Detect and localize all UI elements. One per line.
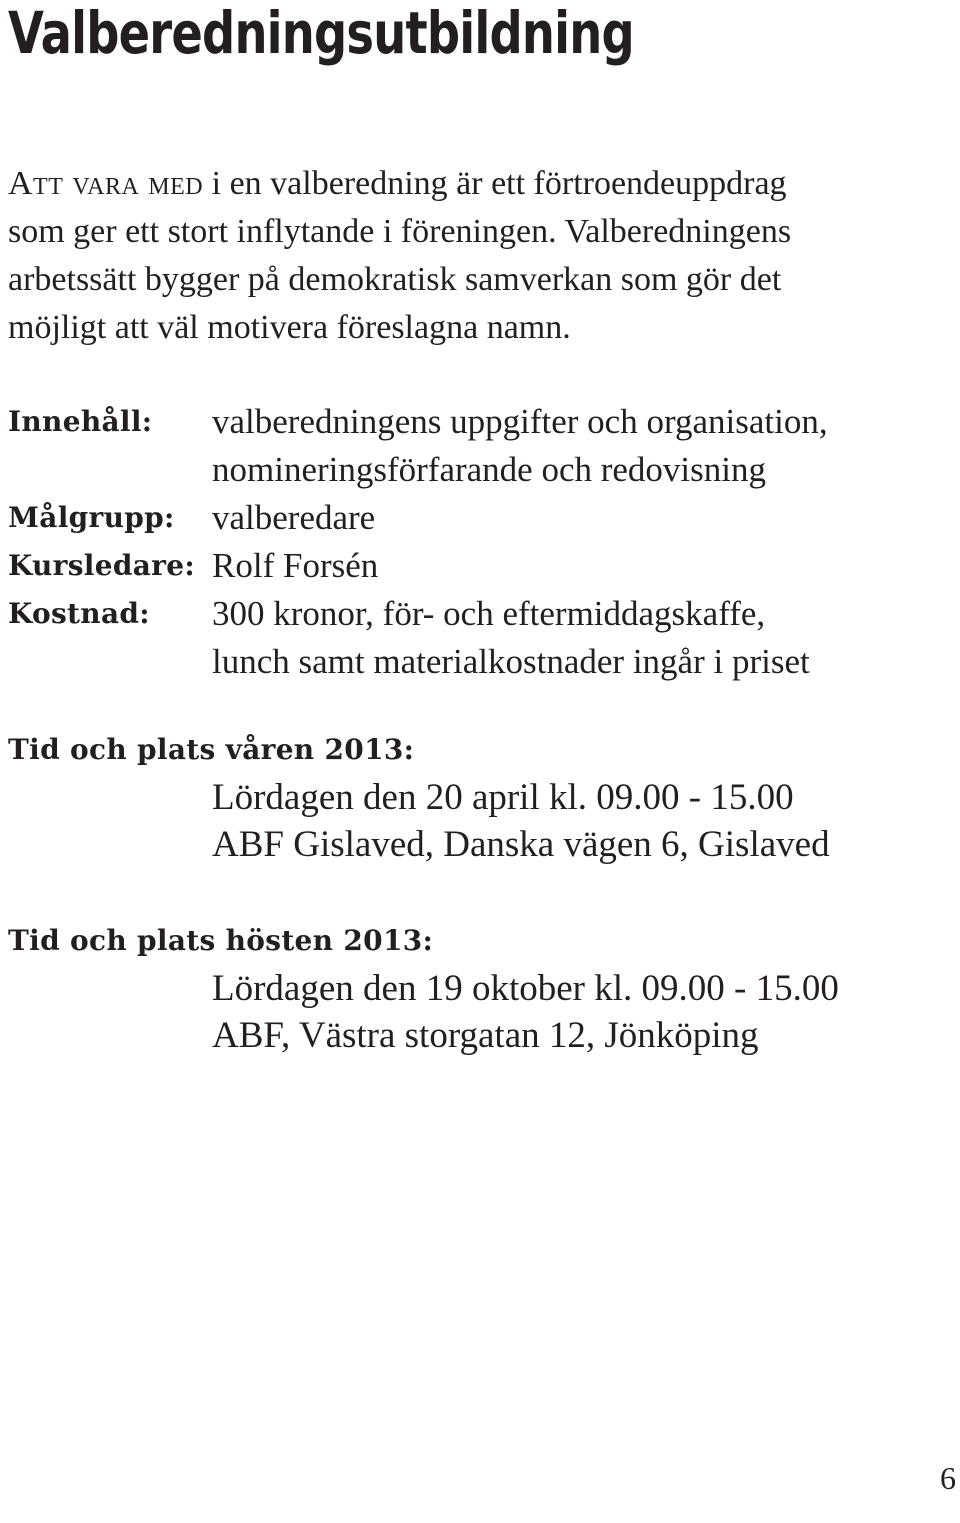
intro-paragraph <box>8 160 953 352</box>
spring-session-details <box>212 774 830 868</box>
audience-label: Målgrupp: <box>8 501 175 534</box>
cost-value <box>212 590 810 686</box>
spring-session-heading: Tid och plats våren 2013: <box>8 733 415 766</box>
content-value <box>212 398 828 494</box>
autumn-session-details <box>212 965 839 1059</box>
spring-session-date: Lördagen den 20 april kl. 09.00 - 15.00 <box>212 777 794 818</box>
autumn-session-place: ABF, Västra storgatan 12, Jönköping <box>212 1015 759 1056</box>
autumn-session-heading: Tid och plats hösten 2013: <box>8 924 434 957</box>
audience-value <box>212 494 375 542</box>
intro-lead: Att vara med <box>8 165 204 202</box>
leader-label: Kursledare: <box>8 549 195 582</box>
audience-value-line: valberedare <box>212 498 376 537</box>
intro-line: arbetssätt bygger på demokratisk samverkan som gör det <box>8 261 782 298</box>
cost-value-line: 300 kronor, för- och eftermiddagskaffe, <box>212 594 766 633</box>
content-value-line: nomineringsförfarande och redovisning <box>212 450 767 489</box>
spring-session-place: ABF Gislaved, Danska vägen 6, Gislaved <box>212 824 830 865</box>
intro-line <box>8 160 953 208</box>
leader-value <box>212 542 378 590</box>
leader-value-line: Rolf Forsén <box>212 546 379 585</box>
intro-line: som ger ett stort inflytande i föreningen. Valberedningens <box>8 213 792 250</box>
intro-line: möjligt att väl motivera föreslagna namn. <box>8 309 571 346</box>
autumn-session-date: Lördagen den 19 oktober kl. 09.00 - 15.00 <box>212 968 839 1009</box>
cost-label: Kostnad: <box>8 597 150 630</box>
intro-line-rest: i en valberedning är ett förtroendeuppdrag <box>203 165 787 202</box>
page-number: 6 <box>940 1460 956 1496</box>
page-title: Valberedningsutbildning <box>8 0 634 67</box>
cost-value-line: lunch samt materialkostnader ingår i priset <box>212 642 810 681</box>
content-label: Innehåll: <box>8 405 153 438</box>
content-value-line: valberedningens uppgifter och organisation, <box>212 402 828 441</box>
